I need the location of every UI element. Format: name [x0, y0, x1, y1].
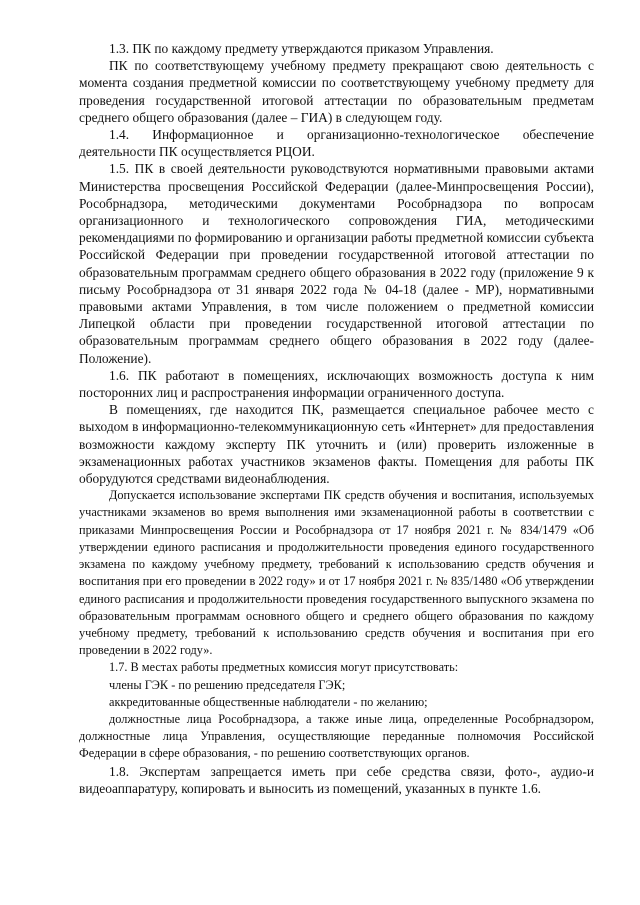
- list-item-observers: аккредитованные общественные наблюдатели - по желанию;: [109, 694, 428, 709]
- paragraph-allowed-tools: Допускается использование экспертами ПК средств обучения и воспитания, используемых участниками экзаменов во время выполнения ими экзаменационной работы в соответствии с приказами Минпросвещения России и Рособрнадзора от 17 ноября 2021 г. № 834/1479 «Об утверждении единого расписания и продолжительности проведения единого государственного экзамена по каждому учебному предмету, требований к использованию средств обучения и воспитания при его проведении в 2022 году» и от 17 ноября 2021 г. № 835/1480 «Об утверждении единого расписания и продолжительности проведения государственного выпускного экзамена по образовательным программам основного общего и среднего общего образования по каждому учебному предмету, требований к использованию средств обучения и воспитания при его проведении в 2022 году».: [79, 488, 594, 658]
- paragraph-1-5: 1.5. ПК в своей деятельности руководствуются нормативными правовыми актами Министерства просвещения Российской Федерации (далее-Минпросвещения России), Рособрнадзора, методическими документами Рособрнадзора по вопросам организационного и технологического сопровождения ГИА, методическими рекомендациями по формированию и организации работы предметной комиссии субъекта Российской Федерации при проведении государственной итоговой аттестации по образовательным программам среднего общего образования в 2022 году (приложение 9 к письму Рособрнадзора от 31 января 2022 года № 04-18 (далее - МР), нормативными правовыми актами Управления, в том числе положением о предметной комиссии Липецкой области при проведении государственной итоговой аттестации по образовательным программам среднего общего образования в 2022 году (далее-Положение).: [79, 161, 594, 366]
- paragraph-1-8: 1.8. Экспертам запрещается иметь при себе средства связи, фото-, аудио-и видеоаппаратуру, копировать и выносить из помещений, указанных в пункте 1.6.: [79, 763, 594, 796]
- paragraph-1-7: 1.7. В местах работы предметных комиссия могут присутствовать:: [109, 660, 459, 675]
- list-item-officials: должностные лица Рособрнадзора, а также иные лица, определенные Рособрнадзором, должностные лица Управления, осуществляющие переданные полномочия Российской Федерации в сфере образования, - по решению соответствующих органов.: [79, 711, 594, 761]
- paragraph-1-4: 1.4. Информационное и организационно-технологическое обеспечение деятельности ПК осуществляется РЦОИ.: [79, 127, 594, 160]
- paragraph-workplace: В помещениях, где находится ПК, размещается специальное рабочее место с выходом в информационно-телекоммуникационную сеть «Интернет» для предоставления возможности каждому эксперту ПК уточнить и (или) проверить изложенные в экзаменационных работах участников экзаменов факты. Помещения для работы ПК оборудуются средствами видеонаблюдения.: [79, 402, 594, 487]
- paragraph-pk-termination: ПК по соответствующему учебному предмету прекращают свою деятельность с момента создания предметной комиссии по соответствующему учебному предмету для проведения государственной итоговой аттестации по образовательным предметам среднего общего образования (далее – ГИА) в следующем году.: [79, 58, 594, 125]
- paragraph-1-6: 1.6. ПК работают в помещениях, исключающих возможность доступа к ним посторонних лиц и распространения информации ограниченного доступа.: [79, 367, 594, 401]
- document-body: [79, 40, 594, 797]
- paragraph-1-3: 1.3. ПК по каждому предмету утверждаются приказом Управления.: [109, 41, 494, 56]
- list-item-gek-members: члены ГЭК - по решению председателя ГЭК;: [109, 677, 346, 692]
